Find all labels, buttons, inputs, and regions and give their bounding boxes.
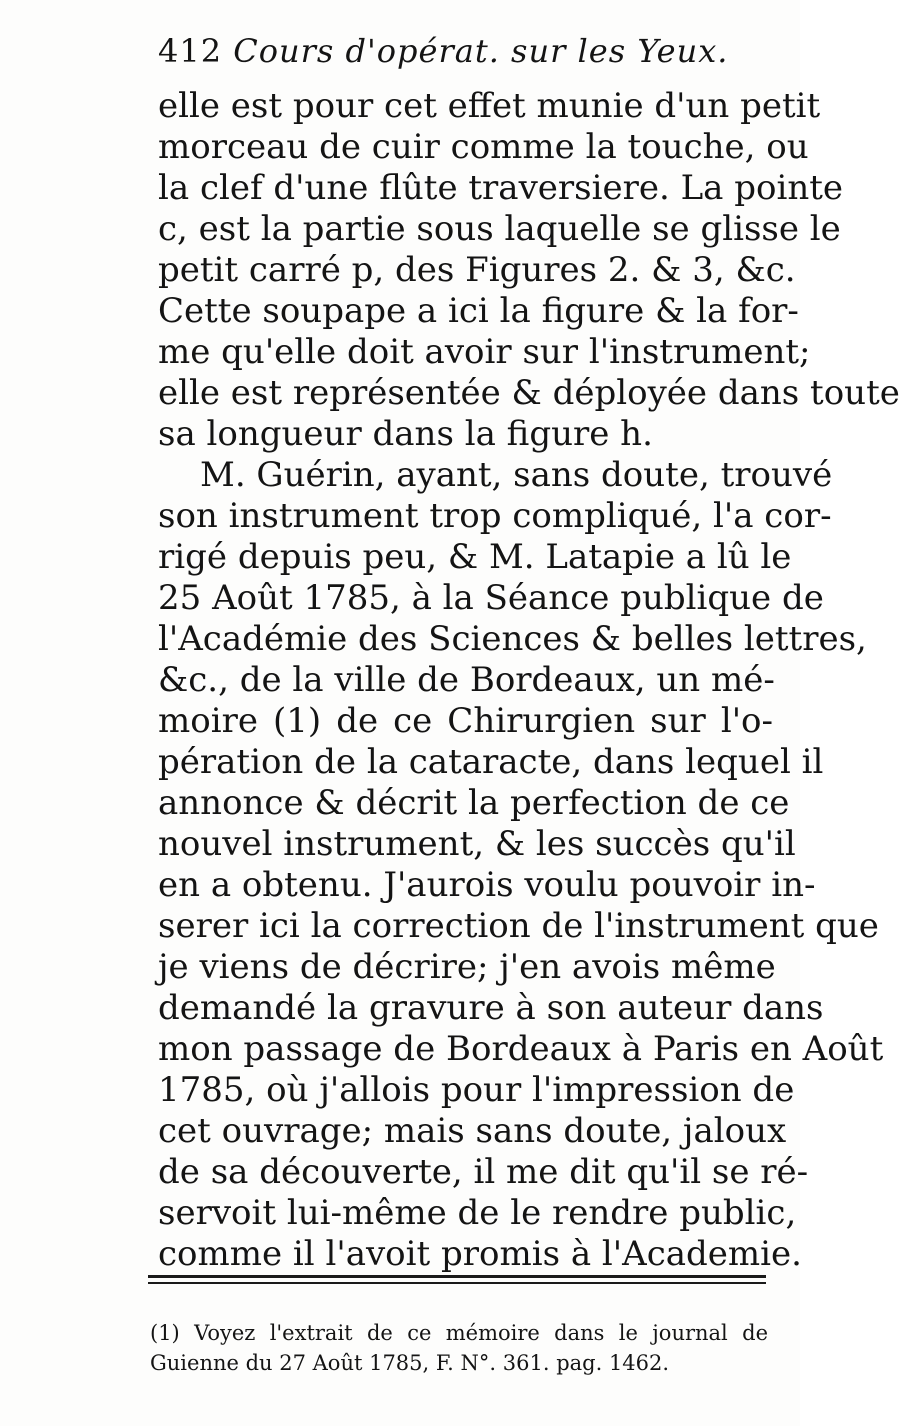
- text-line: elle est pour cet effet munie d'un petit: [158, 86, 821, 126]
- text-line: en a obtenu. J'aurois voulu pouvoir in-: [158, 865, 816, 905]
- text-line: de sa découverte, il me dit qu'il se ré-: [158, 1152, 809, 1192]
- text-line: je viens de décrire; j'en avois même: [158, 947, 776, 987]
- footnote-line: (1) Voyez l'extrait de ce mémoire dans le journal de: [150, 1321, 768, 1345]
- text-line: petit carré p, des Figures 2. & 3, &c.: [158, 250, 796, 290]
- text-line: annonce & décrit la perfection de ce: [158, 783, 790, 823]
- text-line: demandé la gravure à son auteur dans: [158, 988, 824, 1028]
- running-header: [158, 32, 773, 92]
- text-line: cet ouvrage; mais sans doute, jaloux: [158, 1111, 787, 1151]
- text-line: Cette soupape a ici la figure & la for-: [158, 291, 799, 331]
- text-line: son instrument trop compliqué, l'a cor-: [158, 496, 832, 536]
- running-title: Cours d'opérat. sur les Yeux.: [233, 32, 729, 70]
- text-line: comme il l'avoit promis à l'Academie.: [158, 1234, 802, 1274]
- text-line: nouvel instrument, & les succès qu'il: [158, 824, 796, 864]
- text-line: me qu'elle doit avoir sur l'instrument;: [158, 332, 811, 372]
- text-line: moire (1) de ce Chirurgien sur l'o-: [158, 701, 773, 741]
- text-line: M. Guérin, ayant, sans doute, trouvé: [200, 455, 833, 495]
- text-line: morceau de cuir comme la touche, ou: [158, 127, 809, 167]
- text-line: mon passage de Bordeaux à Paris en Août: [158, 1029, 884, 1069]
- text-line: pération de la cataracte, dans lequel il: [158, 742, 824, 782]
- footnote-rule: [148, 1275, 766, 1284]
- text-line: &c., de la ville de Bordeaux, un mé-: [158, 660, 775, 700]
- text-line: rigé depuis peu, & M. Latapie a lû le: [158, 537, 792, 577]
- text-line: 1785, où j'allois pour l'impression de: [158, 1070, 795, 1110]
- page-number: 412: [158, 32, 223, 70]
- text-line: la clef d'une flûte traversiere. La pointe: [158, 168, 844, 208]
- text-line: c, est la partie sous laquelle se glisse le: [158, 209, 841, 249]
- footnote-line: Guienne du 27 Août 1785, F. N°. 361. pag. 1462.: [150, 1351, 670, 1375]
- text-line: serer ici la correction de l'instrument que: [158, 906, 879, 946]
- text-line: sa longueur dans la figure h.: [158, 414, 653, 454]
- text-line: 25 Août 1785, à la Séance publique de: [158, 578, 824, 618]
- text-line: elle est représentée & déployée dans toute: [158, 373, 900, 413]
- text-line: l'Académie des Sciences & belles lettres,: [158, 619, 867, 659]
- text-line: servoit lui-même de le rendre public,: [158, 1193, 797, 1233]
